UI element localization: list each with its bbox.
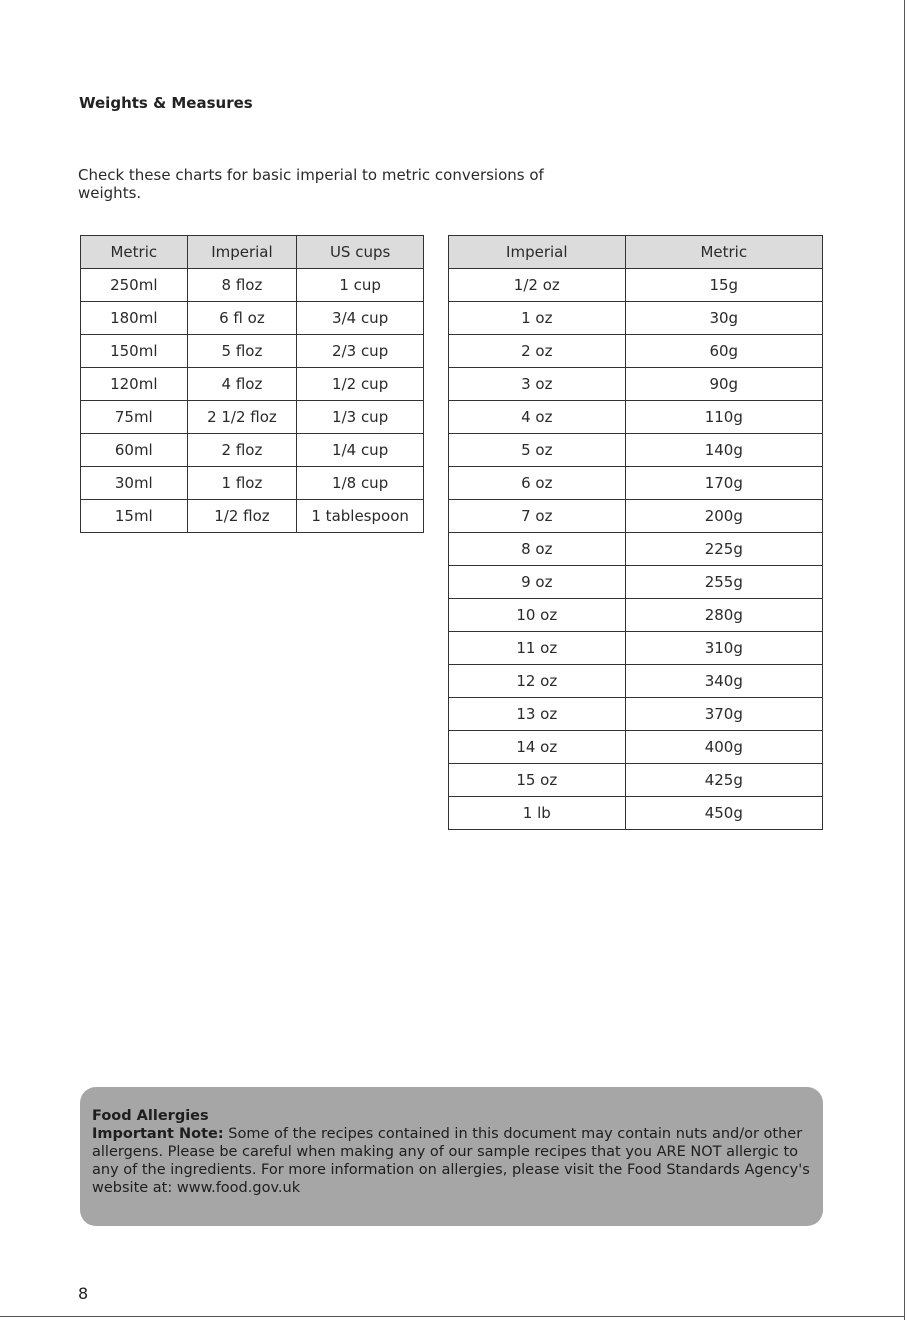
cell-metric: 15g [625,269,822,302]
cell-us-cups: 3/4 cup [297,302,424,335]
table-row [449,731,823,764]
intro-paragraph: Check these charts for basic imperial to metric conversions of weights. [78,166,544,202]
page-edge-bottom [0,1316,905,1317]
table-row [449,665,823,698]
food-allergies-note-box [80,1087,823,1226]
column-header-imperial: Imperial [449,236,626,269]
page-heading: Weights & Measures [79,94,253,112]
page-edge-right [904,0,905,1320]
table-row [449,467,823,500]
cell-metric: 30g [625,302,822,335]
cell-imperial: 1/2 oz [449,269,626,302]
cell-metric: 310g [625,632,822,665]
cell-imperial: 6 oz [449,467,626,500]
cell-imperial: 1 oz [449,302,626,335]
cell-metric: 120ml [81,368,188,401]
cell-imperial: 7 oz [449,500,626,533]
table-row [81,335,424,368]
cell-metric: 15ml [81,500,188,533]
table-row [81,368,424,401]
cell-imperial: 5 oz [449,434,626,467]
cell-imperial: 1 floz [187,467,297,500]
cell-imperial: 2 floz [187,434,297,467]
cell-imperial: 12 oz [449,665,626,698]
cell-imperial: 14 oz [449,731,626,764]
cell-metric: 90g [625,368,822,401]
cell-imperial: 2 oz [449,335,626,368]
cell-imperial: 2 1/2 floz [187,401,297,434]
cell-metric: 340g [625,665,822,698]
cell-metric: 200g [625,500,822,533]
cell-metric: 60g [625,335,822,368]
cell-us-cups: 1/3 cup [297,401,424,434]
cell-imperial: 15 oz [449,764,626,797]
volume-conversion-table [80,235,424,533]
allergy-note-text: Some of the recipes contained in this document may contain nuts and/or other allergens. Please be careful when making any of our sample recipes that you ARE NOT allergic to any of the ingredients. For more information on allergies, please visit the Food Standards Agency's website at: www.food.gov.uk [92,1126,810,1196]
cell-metric: 170g [625,467,822,500]
table-row [449,368,823,401]
cell-imperial: 4 oz [449,401,626,434]
cell-us-cups: 1/8 cup [297,467,424,500]
cell-imperial: 9 oz [449,566,626,599]
cell-metric: 425g [625,764,822,797]
cell-imperial: 13 oz [449,698,626,731]
cell-metric: 250ml [81,269,188,302]
table-row [449,698,823,731]
allergy-title: Food Allergies [92,1108,209,1124]
table-row [449,599,823,632]
cell-metric: 225g [625,533,822,566]
cell-metric: 110g [625,401,822,434]
table-header-row [449,236,823,269]
table-row [449,302,823,335]
table-row [81,401,424,434]
table-row [449,401,823,434]
cell-imperial: 6 fl oz [187,302,297,335]
column-header-imperial: Imperial [187,236,297,269]
table-header-row [81,236,424,269]
table-row [81,302,424,335]
column-header-us-cups: US cups [297,236,424,269]
column-header-metric: Metric [81,236,188,269]
cell-imperial: 1/2 floz [187,500,297,533]
cell-imperial: 10 oz [449,599,626,632]
cell-metric: 75ml [81,401,188,434]
allergy-note [92,1107,820,1197]
page-number: 8 [78,1284,89,1303]
cell-imperial: 11 oz [449,632,626,665]
table-row [449,764,823,797]
cell-metric: 280g [625,599,822,632]
cell-imperial: 8 floz [187,269,297,302]
cell-metric: 60ml [81,434,188,467]
cell-metric: 450g [625,797,822,830]
table-row [81,269,424,302]
cell-us-cups: 1 tablespoon [297,500,424,533]
cell-metric: 400g [625,731,822,764]
table-row [449,335,823,368]
cell-us-cups: 2/3 cup [297,335,424,368]
weight-conversion-table [448,235,823,830]
table-row [449,566,823,599]
table-row [449,533,823,566]
table-row [449,632,823,665]
cell-metric: 140g [625,434,822,467]
table-row [449,269,823,302]
table-row [81,467,424,500]
cell-imperial: 5 floz [187,335,297,368]
cell-us-cups: 1 cup [297,269,424,302]
table-row [449,797,823,830]
column-header-metric: Metric [625,236,822,269]
important-note-label: Important Note: [92,1126,224,1142]
cell-metric: 150ml [81,335,188,368]
cell-us-cups: 1/4 cup [297,434,424,467]
cell-imperial: 3 oz [449,368,626,401]
cell-metric: 370g [625,698,822,731]
cell-us-cups: 1/2 cup [297,368,424,401]
cell-imperial: 1 lb [449,797,626,830]
cell-metric: 180ml [81,302,188,335]
cell-metric: 30ml [81,467,188,500]
cell-imperial: 4 floz [187,368,297,401]
table-row [81,500,424,533]
table-row [449,500,823,533]
cell-metric: 255g [625,566,822,599]
table-row [81,434,424,467]
cell-imperial: 8 oz [449,533,626,566]
table-row [449,434,823,467]
